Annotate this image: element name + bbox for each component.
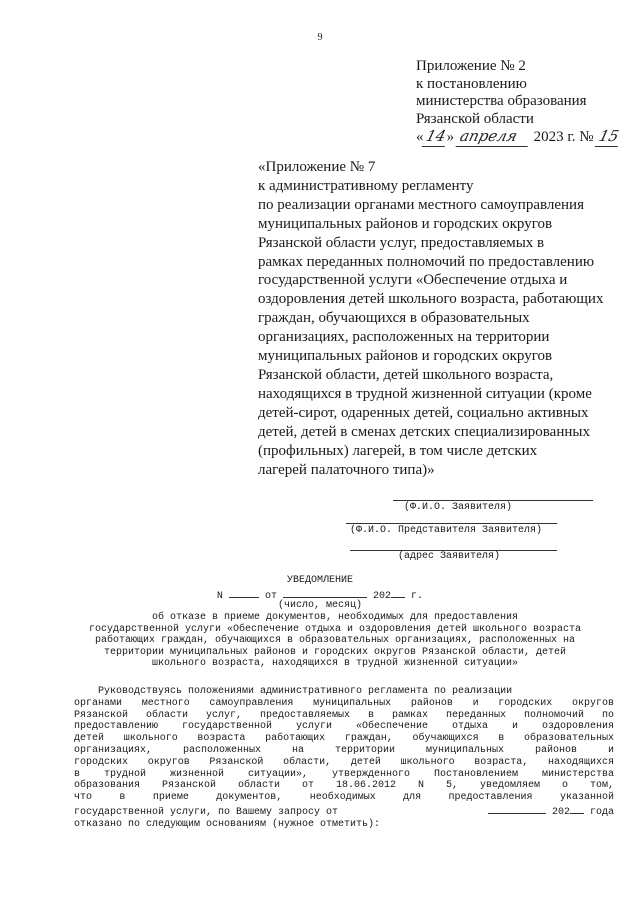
notice-year-suffix: г.	[411, 591, 424, 602]
appendix-7-line: рамках переданных полномочий по предоставлению	[258, 253, 595, 270]
date-open-quote: «	[416, 129, 424, 145]
notice-body	[74, 686, 614, 831]
body-line: организациях, расположенных на территории муниципальных районов и	[74, 744, 614, 756]
appendix-7-line: детей, детей в сменах детских специализированных	[258, 423, 590, 440]
refusal-heading	[60, 612, 610, 670]
appendix-7-line: организациях, расположенных на территории	[258, 329, 550, 346]
page-number: 9	[317, 32, 323, 43]
refusal-line: работающих граждан, обучающихся в образовательных организациях, расположенных на	[94, 635, 576, 647]
appendix-7-line: граждан, обучающихся в образовательных	[258, 310, 530, 327]
body-line: что в приеме документов, необходимых для предоставления указанной	[74, 792, 614, 804]
appendix-7-line: к административному регламенту	[258, 177, 474, 194]
appendix-7-line: по реализации органами местного самоуправления	[258, 196, 584, 213]
appendix-2-header	[416, 58, 620, 147]
appendix-7-line: муниципальных районов и городских округов	[258, 348, 553, 365]
representative-name-caption: (Ф.И.О. Представителя Заявителя)	[350, 525, 543, 536]
applicant-name-caption: (Ф.И.О. Заявителя)	[404, 502, 513, 513]
request-prefix: государственной услуги, по Вашему запросу от	[74, 806, 339, 818]
applicant-address-caption: (адрес Заявителя)	[398, 551, 501, 562]
handwritten-day: 14	[421, 128, 449, 147]
body-line: образования Рязанской области от 18.06.2012 N 5, уведомляем о том,	[74, 780, 614, 792]
appendix-7-header	[258, 158, 618, 479]
appendix-7-line: детей-сирот, одаренных детей, социально активных	[258, 404, 589, 421]
appendix-2-line: Рязанской области	[416, 110, 534, 127]
body-line: Руководствуясь положениями административного регламента по реализации	[98, 686, 513, 697]
refusal-line: школьного возраста, находящихся в трудной жизненной ситуации»	[151, 658, 519, 670]
appendix-7-line: Рязанской области, детей школьного возраста,	[258, 366, 554, 383]
refusal-line: территории муниципальных районов и городских округов Рязанской области, детей	[103, 646, 567, 658]
appendix-7-line: лагерей палаточного типа)»	[258, 461, 435, 478]
body-line: органами местного самоуправления муниципальных районов и городских округов	[74, 697, 614, 709]
notice-number-prefix: N	[216, 591, 223, 602]
year-and-number-label: 2023 г. №	[533, 129, 594, 145]
appendix-2-line: министерства образования	[416, 93, 587, 109]
appendix-7-line: «Приложение № 7	[258, 159, 376, 175]
notice-year-prefix: 202	[373, 591, 392, 602]
request-year-field[interactable]	[570, 804, 584, 814]
applicant-name-line[interactable]	[393, 500, 593, 501]
appendix-7-line: муниципальных районов и городских округов	[258, 215, 553, 232]
appendix-2-line: Приложение № 2	[416, 58, 526, 74]
refusal-line: государственной услуги «Обеспечение отдыха и оздоровления детей школьного возраста	[88, 623, 582, 635]
date-close-quote: »	[446, 129, 455, 145]
handwritten-number: 15	[595, 128, 623, 147]
body-line: в трудной жизненной ситуации», утвержденного Постановлением министерства	[74, 768, 614, 780]
request-year-suffix: года	[589, 806, 614, 818]
appendix-7-line: государственной услуги «Обеспечение отдыха и	[258, 272, 568, 289]
body-request-line	[74, 804, 614, 819]
notice-year-field[interactable]	[391, 588, 405, 598]
body-line: Рязанской области услуг, предоставляемых в рамках переданных полномочий по	[74, 709, 614, 721]
appendix-7-line: оздоровления детей школьного возраста, работающих	[258, 291, 604, 308]
notice-number-field[interactable]	[229, 588, 259, 598]
notice-from-label: от	[264, 591, 277, 602]
representative-name-line[interactable]	[346, 523, 557, 524]
body-line: детей школьного возраста работающих граждан, обучающихся в образовательных	[74, 733, 614, 745]
handwritten-month: апреля	[456, 128, 533, 147]
notice-title: УВЕДОМЛЕНИЕ	[286, 575, 353, 586]
refusal-line: об отказе в приеме документов, необходимых для предоставления	[151, 612, 519, 623]
request-year-prefix: 202	[551, 806, 570, 818]
request-date-field[interactable]	[488, 804, 546, 814]
body-line: отказано по следующим основаниям (нужное отметить):	[74, 818, 381, 830]
appendix-7-line: находящихся в трудной жизненной ситуации (кроме	[258, 385, 592, 402]
appendix-2-date-line	[416, 128, 620, 147]
appendix-7-line: (профильных) лагерей, в том числе детских	[258, 442, 538, 459]
body-line: предоставлению государственной услуги «Обеспечение отдыха и оздоровления	[74, 721, 614, 733]
appendix-7-line: Рязанской области услуг, предоставляемых в	[258, 234, 545, 251]
body-line: городских округов Рязанской области, детей школьного возраста, находящихся	[74, 756, 614, 768]
appendix-2-line: к постановлению	[416, 75, 527, 92]
notice-date-field[interactable]	[283, 588, 367, 598]
notice-date-caption: (число, месяц)	[277, 600, 362, 611]
